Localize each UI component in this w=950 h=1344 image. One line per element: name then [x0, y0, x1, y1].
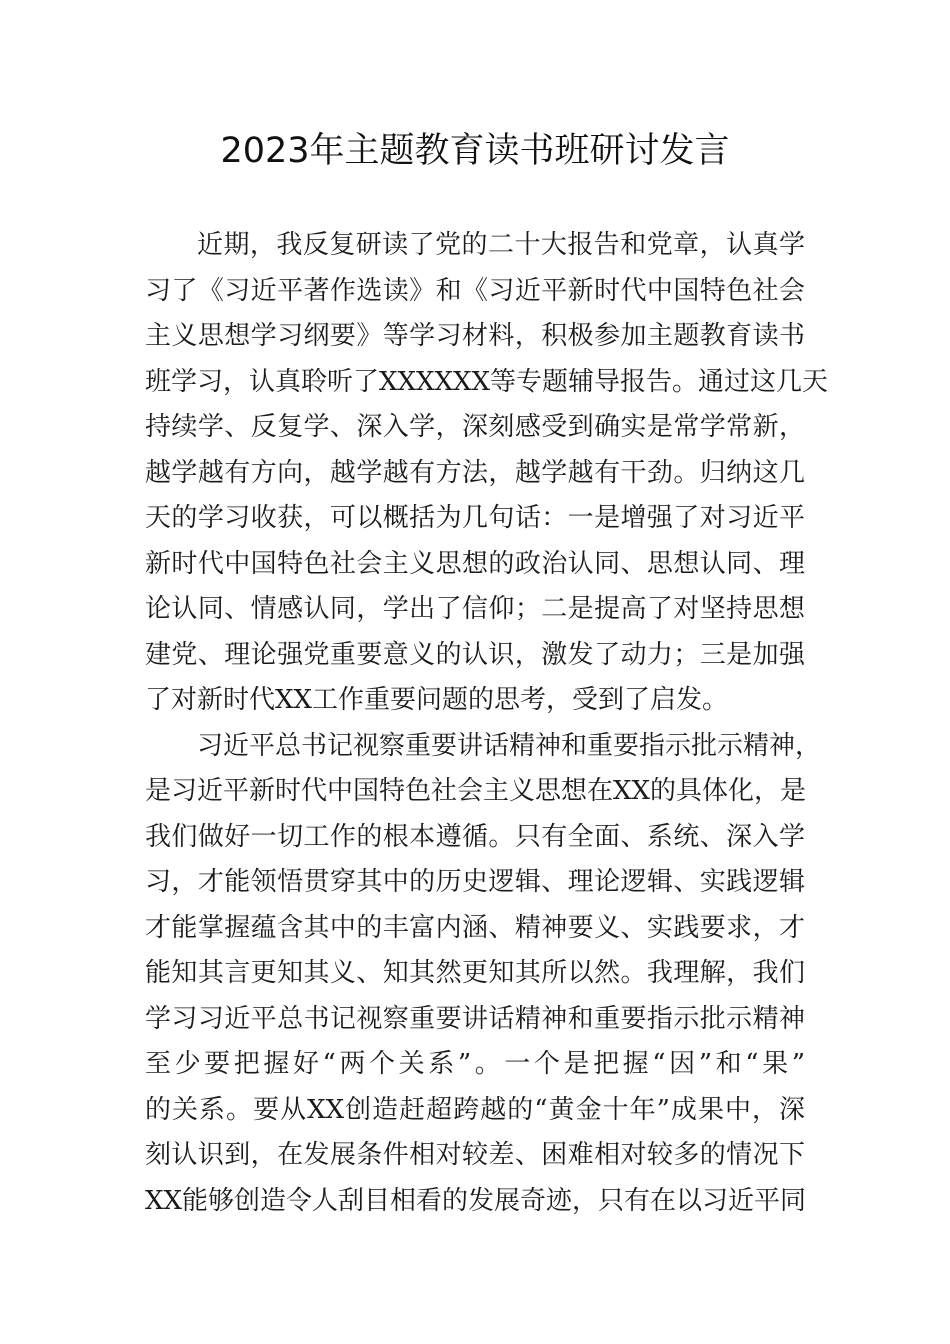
text-line: 习，才能领悟贯穿其中的历史逻辑、理论逻辑、实践逻辑	[145, 867, 805, 897]
paragraph	[145, 724, 822, 1225]
document-body	[145, 223, 829, 1224]
text-line: 新时代中国特色社会主义思想的政治认同、思想认同、理	[145, 548, 805, 579]
text-line: 了对新时代XX工作重要问题的思考，受到了启发。	[145, 685, 729, 715]
text-line: 是习近平新时代中国特色社会主义思想在XX的具体化，是	[145, 776, 807, 806]
text-line: 近期，我反复研读了党的二十大报告和党章，认真学	[197, 230, 805, 260]
text-line: 至少要把握好“两个关系”。一个是把握“因”和“果”	[145, 1049, 805, 1079]
text-line: 刻认识到，在发展条件相对较差、困难相对较多的情况下	[145, 1140, 805, 1170]
text-line: 习了《习近平著作选读》和《习近平新时代中国特色社会	[145, 275, 805, 306]
text-line: 持续学、反复学、深入学，深刻感受到确实是常学常新，	[145, 412, 805, 442]
text-line: 主义思想学习纲要》等学习材料，积极参加主题教育读书	[145, 321, 805, 351]
paragraph	[145, 223, 829, 724]
text-line: 才能掌握蕴含其中的丰富内涵、精神要义、实践要求，才	[145, 912, 805, 943]
text-line: 班学习，认真聆听了XXXXXX等专题辅导报告。通过这几天	[145, 366, 829, 397]
text-line: 我们做好一切工作的根本遵循。只有全面、系统、深入学	[145, 821, 805, 852]
text-line: 论认同、情感认同，学出了信仰；二是提高了对坚持思想	[145, 594, 805, 624]
text-line: 越学越有方向，越学越有方法，越学越有干劲。归纳这几	[145, 457, 805, 488]
text-line: 能知其言更知其义、知其然更知其所以然。我理解，我们	[145, 958, 805, 988]
text-line: 的关系。要从XX创造赶超跨越的“黄金十年”成果中，深	[145, 1094, 805, 1125]
text-line: 习近平总书记视察重要讲话精神和重要指示批示精神，	[197, 730, 822, 761]
text-line: XX能够创造令人刮目相看的发展奇迹，只有在以习近平同	[145, 1185, 807, 1216]
text-line: 建党、理论强党重要意义的认识，激发了动力；三是加强	[145, 639, 805, 670]
text-line: 学习习近平总书记视察重要讲话精神和重要指示批示精神	[145, 1003, 805, 1034]
document-title: 2023年主题教育读书班研讨发言	[220, 131, 730, 171]
text-line: 天的学习收获，可以概括为几句话：一是增强了对习近平	[145, 503, 805, 533]
